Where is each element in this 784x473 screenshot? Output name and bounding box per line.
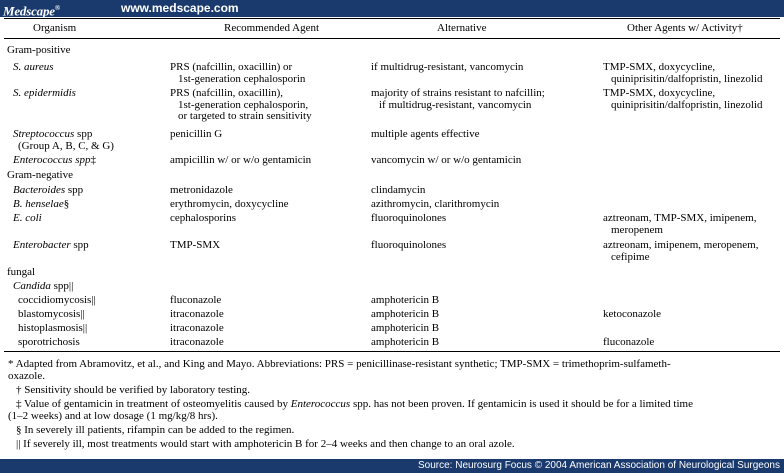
organism-e-coli: E. coli <box>13 212 42 224</box>
organism-blastomycosis: blastomycosis|| <box>18 308 85 320</box>
recommended-bacteroides: metronidazole <box>170 184 233 196</box>
recommended-blastomycosis: itraconazole <box>170 308 224 320</box>
alternative-histoplasmosis: amphotericin B <box>371 322 440 334</box>
footnote-double-dagger: ‡ Value of gentamicin in treatment of osteomyelitis caused by Enterococcus spp. has not been proven. If gentamicin is used it should be for a limited time (1–2 weeks) and at low dosage (1 mg/kg/8 hrs). <box>8 398 693 422</box>
recommended-s-epidermidis: PRS (nafcillin, oxacillin), 1st-generation cephalosporin, or targeted to strain sensitivity <box>170 87 312 122</box>
section-gram-negative: Gram-negative <box>7 169 73 181</box>
organism-streptococcus: Streptococcus spp (Group A, B, C, & G) <box>13 128 114 152</box>
alternative-enterococcus: vancomycin w/ or w/o gentamicin <box>371 154 522 166</box>
organism-s-aureus: S. aureus <box>13 61 54 73</box>
alternative-s-epidermidis: majority of strains resistant to nafcillin; if multidrug-resistant, vancomycin <box>371 87 545 111</box>
alternative-b-henselae: azithromycin, clarithromycin <box>371 198 500 210</box>
medscape-logo[interactable]: Medscape® <box>3 3 60 19</box>
alternative-streptococcus: multiple agents effective <box>371 128 480 140</box>
alternative-bacteroides: clindamycin <box>371 184 426 196</box>
recommended-enterobacter: TMP-SMX <box>170 239 221 251</box>
footnote-pipes: || If severely ill, most treatments would start with amphotericin B for 2–4 weeks and then change to an oral azole. <box>16 438 515 450</box>
organism-enterobacter: Enterobacter spp <box>13 239 89 251</box>
organism-s-epidermidis: S. epidermidis <box>13 87 76 99</box>
site-url-link[interactable]: www.medscape.com <box>121 1 239 15</box>
other-enterobacter: aztreonam, imipenem, meropenem, cefipime <box>603 239 759 263</box>
footnote-section: § In severely ill patients, rifampin can be added to the regimen. <box>16 424 295 436</box>
recommended-s-aureus: PRS (nafcillin, oxacillin) or 1st-generation cephalosporin <box>170 61 306 85</box>
organism-bacteroides: Bacteroides spp <box>13 184 84 196</box>
footnote-star: * Adapted from Abramovitz, et al., and King and Mayo. Abbreviations: PRS = penicillinase-resistant synthetic; TMP-SMX = trimethoprim-sulfameth- oxazole. <box>8 358 671 382</box>
recommended-b-henselae: erythromycin, doxycycline <box>170 198 289 210</box>
section-gram-positive: Gram-positive <box>7 44 71 56</box>
recommended-streptococcus: penicillin G <box>170 128 223 140</box>
alternative-enterobacter: fluoroquinolones <box>371 239 447 251</box>
col-header-recommended: Recommended Agent <box>224 22 320 34</box>
recommended-enterococcus: ampicillin w/ or w/o gentamicin <box>170 154 312 166</box>
other-sporotrichosis: fluconazole <box>603 336 655 348</box>
organism-enterococcus: Enterococcus spp‡ <box>13 154 96 166</box>
recommended-coccidiomycosis: fluconazole <box>170 294 222 306</box>
section-fungal: fungal <box>7 266 36 278</box>
footnote-dagger: † Sensitivity should be verified by laboratory testing. <box>16 384 251 396</box>
organism-candida: Candida spp|| <box>13 280 74 292</box>
organism-histoplasmosis: histoplasmosis|| <box>18 322 88 334</box>
other-e-coli: aztreonam, TMP-SMX, imipenem, meropenem <box>603 212 757 236</box>
recommended-histoplasmosis: itraconazole <box>170 322 224 334</box>
recommended-sporotrichosis: itraconazole <box>170 336 224 348</box>
other-blastomycosis: ketoconazole <box>603 308 662 320</box>
table-bottom-rule <box>4 351 780 352</box>
col-header-alternative: Alternative <box>437 22 487 34</box>
organism-sporotrichosis: sporotrichosis <box>18 336 80 348</box>
alternative-e-coli: fluoroquinolones <box>371 212 447 224</box>
organism-b-henselae: B. henselae§ <box>13 198 70 210</box>
alternative-sporotrichosis: amphotericin B <box>371 336 440 348</box>
other-s-aureus: TMP-SMX, doxycycline, quiniprisitin/dalfopristin, linezolid <box>603 61 763 85</box>
alternative-blastomycosis: amphotericin B <box>371 308 440 320</box>
col-header-other-agents: Other Agents w/ Activity† <box>627 22 743 34</box>
table-top-rule <box>4 18 780 19</box>
other-s-epidermidis: TMP-SMX, doxycycline, quiniprisitin/dalfopristin, linezolid <box>603 87 763 111</box>
bottom-banner <box>0 459 784 473</box>
table-header-rule <box>4 38 780 39</box>
source-credit: Source: Neurosurg Focus © 2004 American Association of Neurological Surgeons <box>417 460 780 471</box>
organism-coccidiomycosis: coccidiomycosis|| <box>18 294 96 306</box>
col-header-organism: Organism <box>33 22 77 34</box>
recommended-e-coli: cephalosporins <box>170 212 236 224</box>
alternative-coccidiomycosis: amphotericin B <box>371 294 440 306</box>
alternative-s-aureus: if multidrug-resistant, vancomycin <box>371 61 524 73</box>
top-banner <box>0 0 784 17</box>
